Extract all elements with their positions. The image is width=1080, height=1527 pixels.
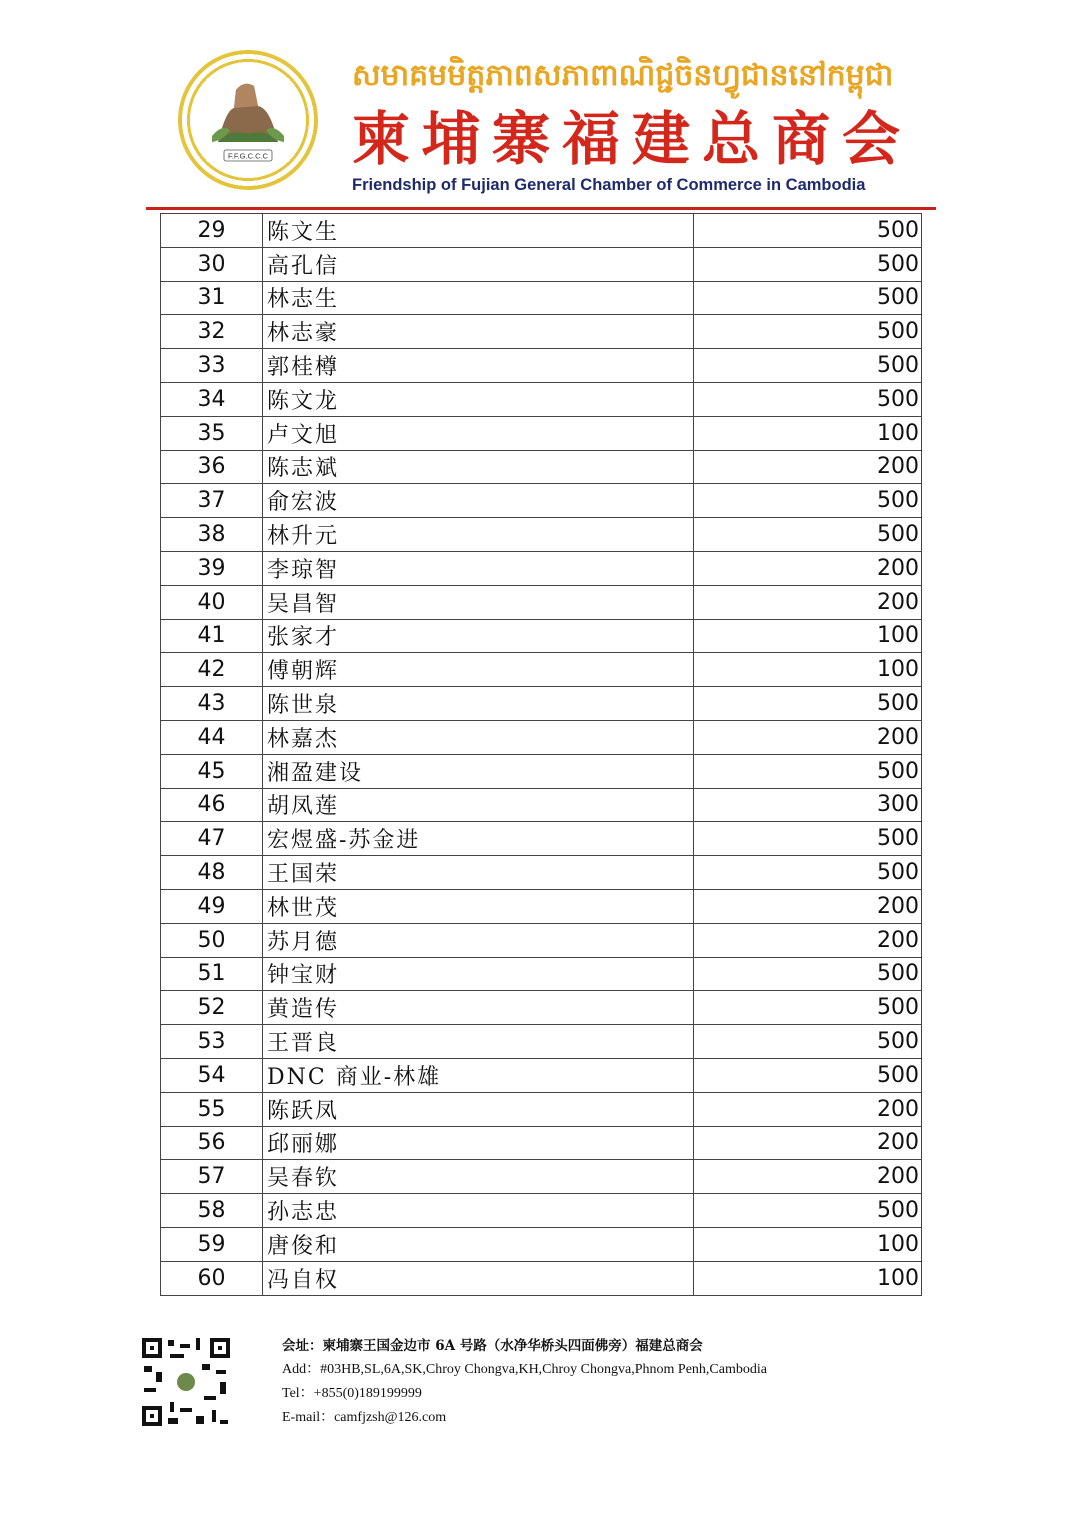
row-number: 42 [161, 653, 263, 687]
donor-name: 陈跃凤 [263, 1092, 694, 1126]
row-number: 44 [161, 720, 263, 754]
donation-amount: 200 [694, 551, 922, 585]
donation-amount: 200 [694, 923, 922, 957]
donation-amount: 500 [694, 247, 922, 281]
donor-name: 林世茂 [263, 889, 694, 923]
row-number: 39 [161, 551, 263, 585]
donation-amount: 200 [694, 1160, 922, 1194]
donation-amount: 200 [694, 450, 922, 484]
row-number: 30 [161, 247, 263, 281]
english-name: Friendship of Fujian General Chamber of Commerce in Cambodia [352, 176, 866, 194]
donation-amount: 500 [694, 1025, 922, 1059]
table-row [161, 551, 922, 585]
table-row [161, 315, 922, 349]
donor-name: 宏煜盛-苏金进 [263, 822, 694, 856]
row-number: 59 [161, 1227, 263, 1261]
table-row [161, 1261, 922, 1295]
donor-name: 邱丽娜 [263, 1126, 694, 1160]
donation-amount: 500 [694, 822, 922, 856]
table-row [161, 484, 922, 518]
telephone: Tel：+855(0)189199999 [282, 1386, 422, 1401]
donor-name: 吴昌智 [263, 585, 694, 619]
table-row [161, 349, 922, 383]
footer [0, 1330, 1080, 1440]
donor-name: 吴春钦 [263, 1160, 694, 1194]
table-row [161, 1126, 922, 1160]
donor-name: 林志豪 [263, 315, 694, 349]
letterhead [0, 0, 1080, 215]
donor-name: 王晋良 [263, 1025, 694, 1059]
donor-name: 陈文生 [263, 214, 694, 248]
donor-name: 郭桂樽 [263, 349, 694, 383]
table-row [161, 991, 922, 1025]
khmer-name: សមាគមមិត្តភាពសភាពាណិជ្ជចិនហ្វូជាននៅកម្ពុជា [352, 58, 894, 93]
row-number: 56 [161, 1126, 263, 1160]
table-row [161, 687, 922, 721]
donor-name: 高孔信 [263, 247, 694, 281]
donor-name: 陈世泉 [263, 687, 694, 721]
row-number: 49 [161, 889, 263, 923]
donation-table [160, 213, 922, 1296]
row-number: 33 [161, 349, 263, 383]
table-row [161, 822, 922, 856]
donation-amount: 200 [694, 720, 922, 754]
donor-name: 傅朝辉 [263, 653, 694, 687]
table-row [161, 856, 922, 890]
table-row [161, 247, 922, 281]
row-number: 37 [161, 484, 263, 518]
row-number: 51 [161, 957, 263, 991]
donation-amount: 300 [694, 788, 922, 822]
address-english: Add：#03HB,SL,6A,SK,Chroy Chongva,KH,Chroy Chongva,Phnom Penh,Cambodia [282, 1362, 767, 1377]
donor-name: DNC 商业-林雄 [263, 1058, 694, 1092]
donor-name: 张家才 [263, 619, 694, 653]
logo-emblem-icon [178, 50, 318, 190]
donation-amount: 500 [694, 315, 922, 349]
row-number: 45 [161, 754, 263, 788]
header-divider [146, 207, 936, 210]
table-row [161, 214, 922, 248]
donation-amount: 500 [694, 1194, 922, 1228]
table-row [161, 281, 922, 315]
row-number: 50 [161, 923, 263, 957]
donation-amount: 100 [694, 653, 922, 687]
chamber-logo [178, 50, 318, 190]
table-row [161, 720, 922, 754]
row-number: 32 [161, 315, 263, 349]
chinese-name: 柬埔寨福建总商会 [352, 105, 913, 173]
row-number: 38 [161, 518, 263, 552]
row-number: 54 [161, 1058, 263, 1092]
row-number: 60 [161, 1261, 263, 1295]
row-number: 43 [161, 687, 263, 721]
donation-amount: 200 [694, 889, 922, 923]
row-number: 46 [161, 788, 263, 822]
table-row [161, 889, 922, 923]
table-row [161, 1227, 922, 1261]
donation-amount: 500 [694, 957, 922, 991]
table-row [161, 754, 922, 788]
table-row [161, 416, 922, 450]
donor-name: 林志生 [263, 281, 694, 315]
donor-name: 卢文旭 [263, 416, 694, 450]
table-row [161, 788, 922, 822]
row-number: 52 [161, 991, 263, 1025]
table-row [161, 382, 922, 416]
donation-amount: 100 [694, 1261, 922, 1295]
donation-amount: 500 [694, 281, 922, 315]
donor-name: 陈文龙 [263, 382, 694, 416]
table-row [161, 653, 922, 687]
table-row [161, 1160, 922, 1194]
row-number: 53 [161, 1025, 263, 1059]
donor-name: 孙志忠 [263, 1194, 694, 1228]
donation-amount: 100 [694, 1227, 922, 1261]
row-number: 47 [161, 822, 263, 856]
donation-amount: 500 [694, 687, 922, 721]
row-number: 58 [161, 1194, 263, 1228]
table-row [161, 923, 922, 957]
donation-amount: 500 [694, 349, 922, 383]
donor-name: 湘盈建设 [263, 754, 694, 788]
donation-amount: 100 [694, 619, 922, 653]
donation-amount: 500 [694, 484, 922, 518]
donor-name: 钟宝财 [263, 957, 694, 991]
donation-amount: 100 [694, 416, 922, 450]
donor-name: 林升元 [263, 518, 694, 552]
donor-name: 林嘉杰 [263, 720, 694, 754]
donation-amount: 500 [694, 1058, 922, 1092]
donor-name: 陈志斌 [263, 450, 694, 484]
email: E-mail：camfjzsh@126.com [282, 1410, 447, 1425]
donor-name: 胡凤莲 [263, 788, 694, 822]
table-row [161, 1025, 922, 1059]
contact-info [282, 1334, 902, 1430]
row-number: 41 [161, 619, 263, 653]
table-row [161, 450, 922, 484]
donor-name: 冯自权 [263, 1261, 694, 1295]
table-row [161, 957, 922, 991]
donor-name: 唐俊和 [263, 1227, 694, 1261]
qr-code-icon [140, 1336, 232, 1428]
logo-abbrev: F.F.G.C.C.C [227, 151, 269, 161]
table-row [161, 1194, 922, 1228]
row-number: 34 [161, 382, 263, 416]
table-row [161, 518, 922, 552]
table-row [161, 619, 922, 653]
row-number: 29 [161, 214, 263, 248]
table-row [161, 585, 922, 619]
donation-amount: 200 [694, 1126, 922, 1160]
row-number: 36 [161, 450, 263, 484]
row-number: 40 [161, 585, 263, 619]
donation-amount: 500 [694, 382, 922, 416]
donor-name: 苏月德 [263, 923, 694, 957]
row-number: 57 [161, 1160, 263, 1194]
table-row [161, 1092, 922, 1126]
row-number: 31 [161, 281, 263, 315]
donation-amount: 200 [694, 1092, 922, 1126]
donation-amount: 500 [694, 518, 922, 552]
table-row [161, 1058, 922, 1092]
donor-name: 王国荣 [263, 856, 694, 890]
donation-amount: 500 [694, 856, 922, 890]
row-number: 55 [161, 1092, 263, 1126]
donor-name: 李琼智 [263, 551, 694, 585]
row-number: 48 [161, 856, 263, 890]
donation-amount: 200 [694, 585, 922, 619]
donation-amount: 500 [694, 754, 922, 788]
donor-name: 黄造传 [263, 991, 694, 1025]
donation-amount: 500 [694, 991, 922, 1025]
donor-name: 俞宏波 [263, 484, 694, 518]
donation-amount: 500 [694, 214, 922, 248]
address-chinese: 会址：柬埔寨王国金边市 6A 号路（水净华桥头四面佛旁）福建总商会 [282, 1338, 703, 1354]
row-number: 35 [161, 416, 263, 450]
